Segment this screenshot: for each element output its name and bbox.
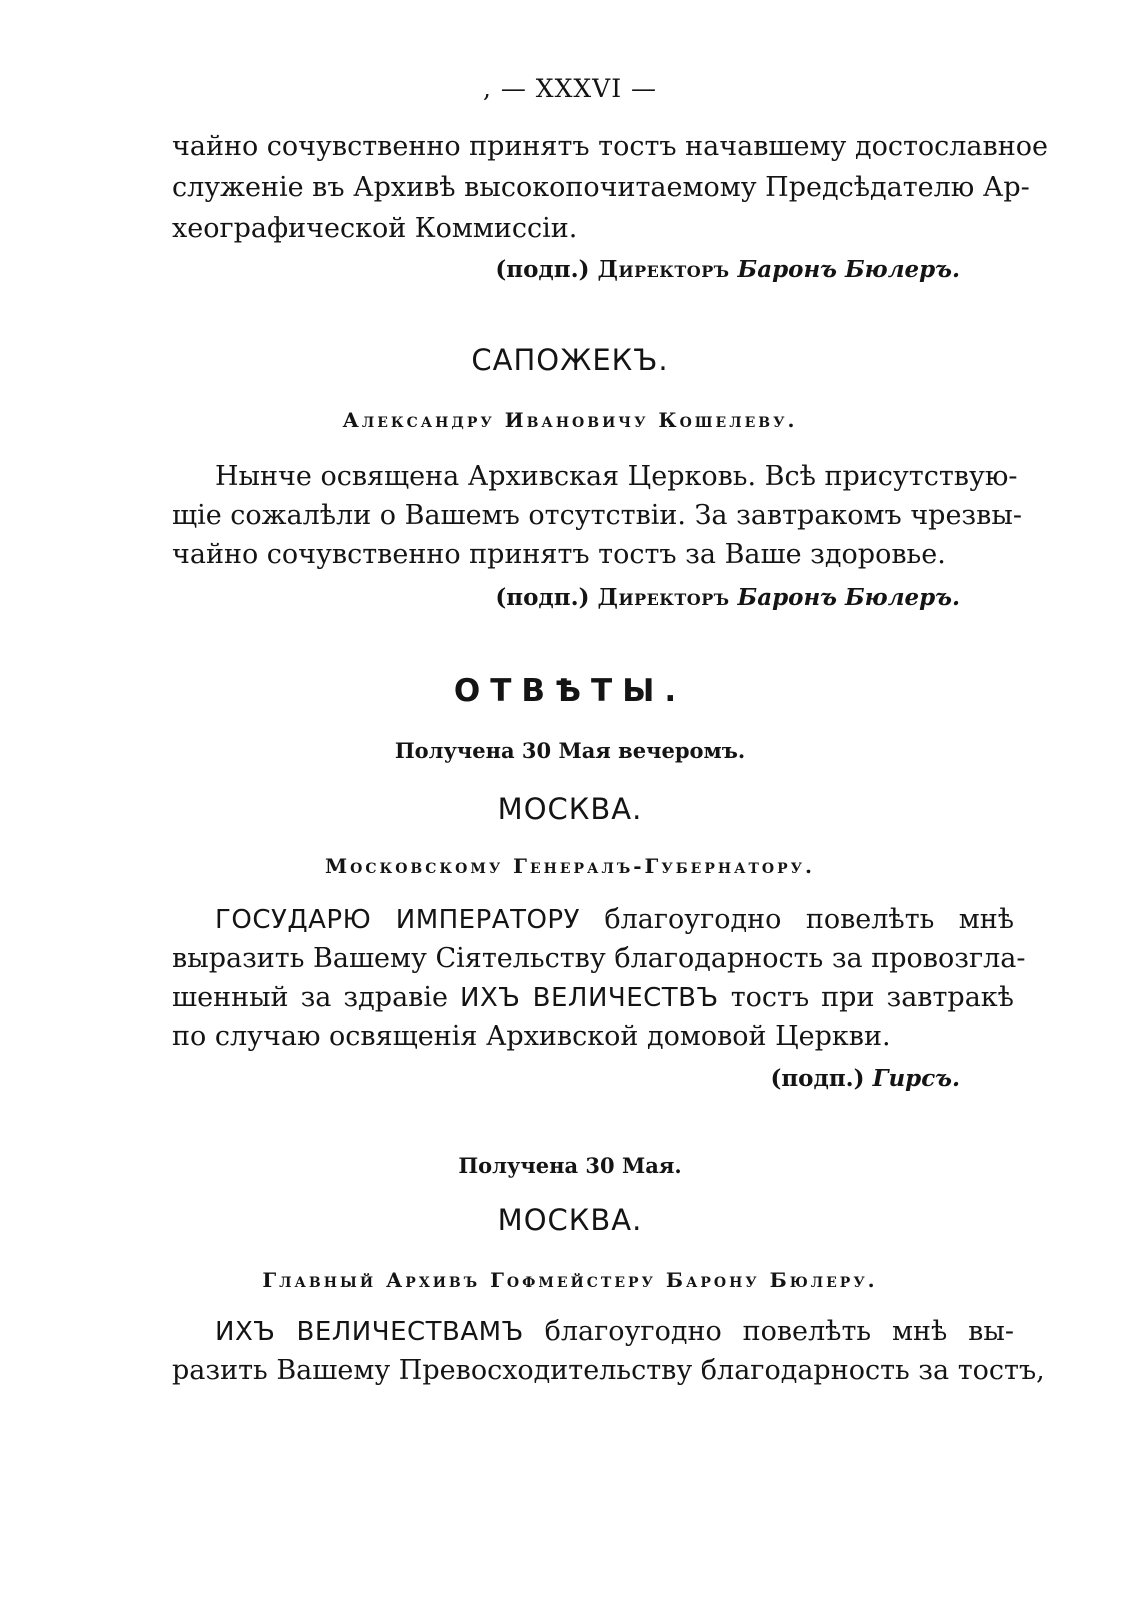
received-note: Получена 30 Мая вечеромъ. bbox=[394, 738, 746, 763]
caps-phrase: ГОСУДАРЮ ИМПЕРАТОРУ bbox=[215, 905, 580, 935]
signature-name: Баронъ Бюлеръ. bbox=[737, 584, 960, 611]
caps-phrase: ИХЪ ВЕЛИЧЕСТВЪ bbox=[460, 983, 719, 1013]
signature-prefix: (подп.) bbox=[495, 584, 590, 611]
text-fragment: благоугодно повелѣть мнѣ bbox=[604, 904, 1015, 935]
text-line bbox=[215, 1312, 1014, 1352]
text-line bbox=[172, 978, 1014, 1018]
signature bbox=[495, 256, 960, 283]
text-line: служеніе въ Архивѣ высокопочитаемому Предсѣдателю Ар- bbox=[172, 172, 1030, 203]
signature-prefix: (подп.) bbox=[770, 1065, 865, 1092]
text-line: Нынче освящена Архивская Церковь. Всѣ присутствую- bbox=[215, 461, 1018, 492]
city-heading: МОСКВА. bbox=[497, 792, 643, 826]
signature-name: Баронъ Бюлеръ. bbox=[737, 256, 960, 283]
text-line bbox=[215, 900, 1014, 940]
text-fragment: тостъ при завтракѣ bbox=[730, 982, 1014, 1013]
text-fragment: шенный за здравіе bbox=[172, 982, 448, 1013]
page-number: , — XXXVI — bbox=[482, 74, 658, 103]
signature bbox=[495, 584, 960, 611]
signature bbox=[770, 1065, 960, 1092]
text-line: по случаю освященія Архивской домовой Церкви. bbox=[172, 1021, 891, 1052]
text-fragment: благоугодно повелѣть мнѣ вы- bbox=[544, 1316, 1014, 1347]
received-note: Получена 30 Мая. bbox=[458, 1153, 682, 1178]
signature-role: Директоръ bbox=[597, 584, 730, 611]
text-line: разить Вашему Превосходительству благодарность за тостъ, bbox=[172, 1355, 1045, 1386]
section-title: САПОЖЕКЪ. bbox=[471, 343, 669, 377]
signature-role: Директоръ bbox=[597, 256, 730, 283]
text-line: щіе сожалѣли о Вашемъ отсутствіи. За завтракомъ чрезвы- bbox=[172, 500, 1022, 531]
caps-phrase: ИХЪ ВЕЛИЧЕСТВАМЪ bbox=[215, 1317, 524, 1347]
section-title: ОТВѢТЫ. bbox=[453, 673, 687, 709]
text-line: хеографической Коммиссіи. bbox=[172, 213, 578, 244]
text-line: чайно сочувственно принятъ тостъ начавшему достославное bbox=[172, 131, 1048, 162]
addressee: Александру Ивановичу Кошелеву. bbox=[342, 408, 798, 432]
signature-prefix: (подп.) bbox=[495, 256, 590, 283]
text-line: чайно сочувственно принятъ тостъ за Ваше здоровье. bbox=[172, 539, 946, 570]
text-line: выразить Вашему Сіятельству благодарность за провозгла- bbox=[172, 943, 1026, 974]
addressee: Главный Архивъ Гофмейстеру Барону Бюлеру. bbox=[262, 1268, 878, 1292]
city-heading: МОСКВА. bbox=[497, 1203, 643, 1237]
signature-name: Гирсъ. bbox=[872, 1065, 960, 1092]
addressee: Московскому Генералъ-Губернатору. bbox=[325, 854, 815, 878]
